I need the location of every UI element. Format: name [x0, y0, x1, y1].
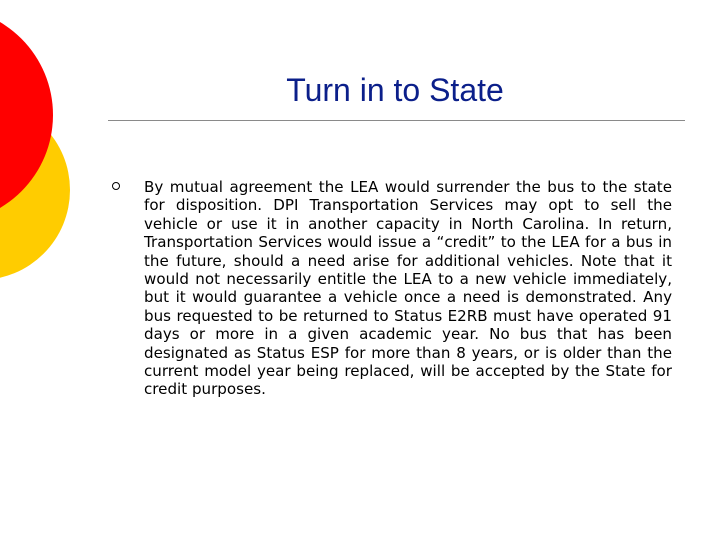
bullet-text: By mutual agreement the LEA would surrender the bus to the state for disposition. DPI Transportation Services may opt to sell the vehicle or use it in another capacity in North Carolina. In return, Transportation Services would issue a “credit” to the LEA for a bus in the future, should a need arise for additional vehicles. Note that it would not necessarily entitle the LEA to a new vehicle immediately, but it would guarantee a vehicle once a need is demonstrated. Any bus requested to be returned to Status E2RB must have operated 91 days or more in a given academic year. No bus that has been designated as Status ESP for more than 8 years, or is older than the current model year being replaced, will be accepted by the State for credit purposes.: [144, 178, 672, 399]
bullet-item: [112, 178, 672, 399]
title-divider: [108, 120, 685, 121]
hollow-circle-bullet-icon: [112, 182, 120, 190]
bullet-list: [112, 178, 672, 399]
slide-title: Turn in to State: [286, 72, 504, 108]
